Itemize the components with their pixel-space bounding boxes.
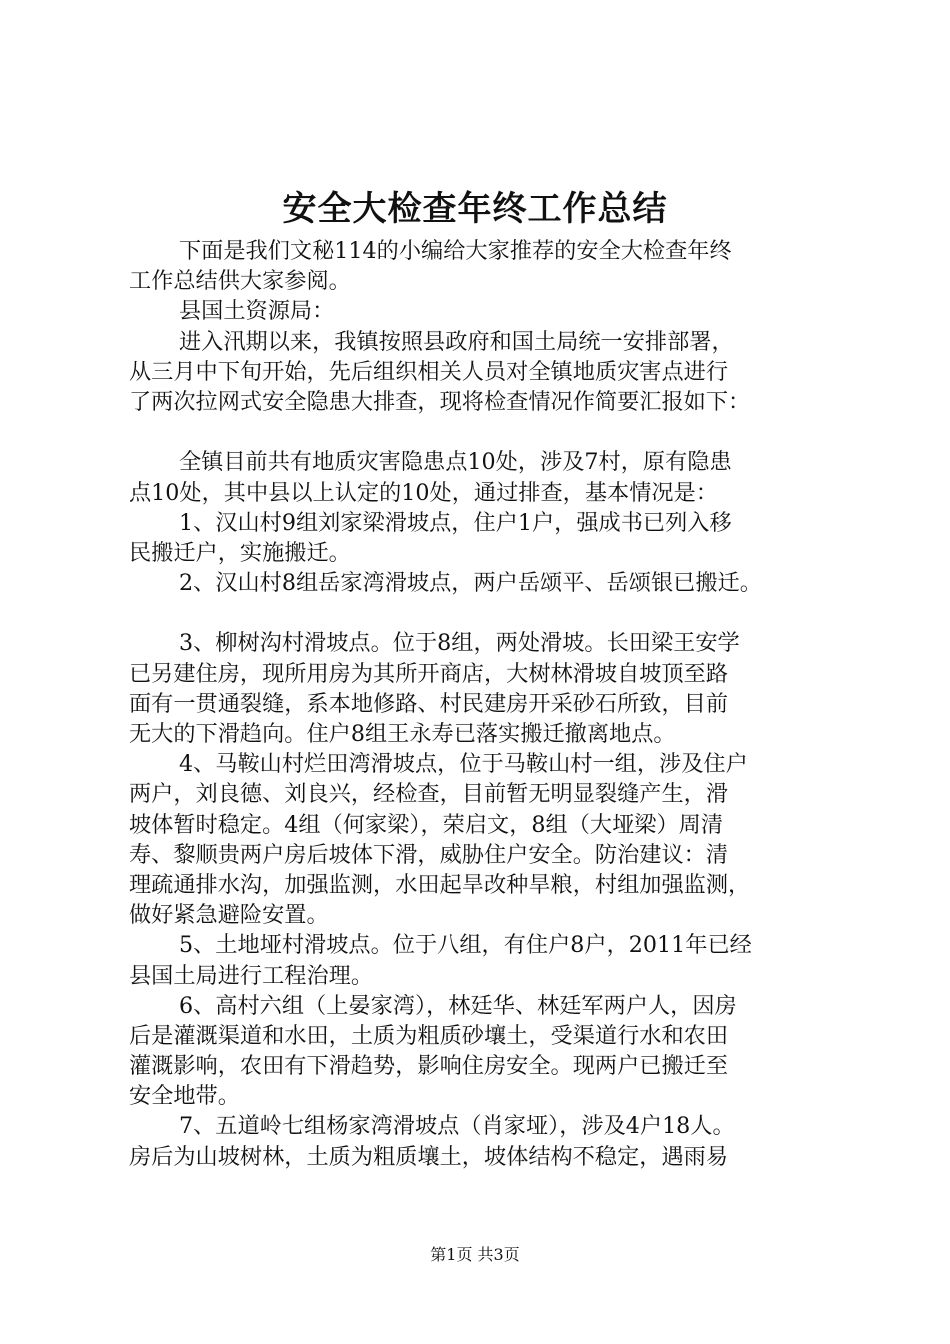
intro-line-1: 下面是我们文秘114的小编给大家推荐的安全大检查年终 <box>179 238 732 264</box>
paragraph-1-line-1: 进入汛期以来，我镇按照县政府和国土局统一安排部署， <box>179 328 734 355</box>
item-5-line-2: 县国土局进行工程治理。 <box>129 962 374 989</box>
item-7-line-2: 房后为山坡树林，土质为粗质壤土，坡体结构不稳定，遇雨易 <box>129 1143 729 1170</box>
item-1-line-2: 民搬迁户，实施搬迁。 <box>129 539 351 566</box>
item-4-line-5: 理疏通排水沟，加强监测，水田起旱改种旱粮，村组加强监测， <box>129 871 751 898</box>
item-6-line-1: 6、高村六组（上晏家湾），林廷华、林廷军两户人，因房 <box>179 992 737 1019</box>
item-3-line-4: 无大的下滑趋向。住户8组王永寿已落实搬迁撤离地点。 <box>129 721 676 747</box>
intro-line-2: 工作总结供大家参阅。 <box>129 268 351 295</box>
paragraph-1-line-3: 了两次拉网式安全隐患大排查，现将检查情况作简要汇报如下： <box>129 388 751 415</box>
item-4-line-4: 寿、黎顺贵两户房后坡体下滑，威胁住户安全。防治建议：清 <box>129 841 729 868</box>
document-body <box>129 236 851 1172</box>
item-3-line-1: 3、柳树沟村滑坡点。位于8组，两处滑坡。长田梁王安学 <box>179 630 740 657</box>
paragraph-2-line-1: 全镇目前共有地质灾害隐患点10处，涉及7村，原有隐患 <box>179 449 732 476</box>
item-1-line-1: 1、汉山村9组刘家梁滑坡点，住户1户，强成书已列入移 <box>179 509 732 536</box>
salutation: 县国土资源局： <box>179 298 335 325</box>
item-2-line-1: 2、汉山村8组岳家湾滑坡点，两户岳颂平、岳颂银已搬迁。 <box>179 570 762 597</box>
document-title: 安全大检查年终工作总结 <box>282 189 668 229</box>
paragraph-1-line-2: 从三月中下旬开始，先后组织相关人员对全镇地质灾害点进行 <box>129 358 729 385</box>
item-7-line-1: 7、五道岭七组杨家湾滑坡点（肖家垭），涉及4户18人。 <box>179 1113 735 1140</box>
blank-line <box>129 417 851 447</box>
item-4-line-6: 做好紧急避险安置。 <box>129 902 329 929</box>
item-4-line-1: 4、马鞍山村烂田湾滑坡点，位于马鞍山村一组，涉及住户 <box>179 751 748 778</box>
item-4-line-3: 坡体暂时稳定。4组（何家梁），荣启文，8组（大垭梁）周清 <box>129 811 724 838</box>
page-number-footer: 第1页 共3页 <box>430 1245 520 1264</box>
item-3-line-2: 已另建住房，现所用房为其所开商店，大树林滑坡自坡顶至路 <box>129 660 729 687</box>
item-6-line-2: 后是灌溉渠道和水田，土质为粗质砂壤土，受渠道行水和农田 <box>129 1022 729 1049</box>
item-5-line-1: 5、土地垭村滑坡点。位于八组，有住户8户，2011年已经 <box>179 932 752 959</box>
item-6-line-4: 安全地带。 <box>129 1083 240 1110</box>
item-4-line-2: 两户，刘良德、刘良兴，经检查，目前暂无明显裂缝产生，滑 <box>129 781 729 808</box>
item-3-line-3: 面有一贯通裂缝，系本地修路、村民建房开采砂石所致，目前 <box>129 690 729 717</box>
item-6-line-3: 灌溉影响，农田有下滑趋势，影响住房安全。现两户已搬迁至 <box>129 1053 729 1080</box>
blank-line <box>129 598 851 628</box>
paragraph-2-line-2: 点10处，其中县以上认定的10处，通过排查，基本情况是： <box>129 479 718 506</box>
